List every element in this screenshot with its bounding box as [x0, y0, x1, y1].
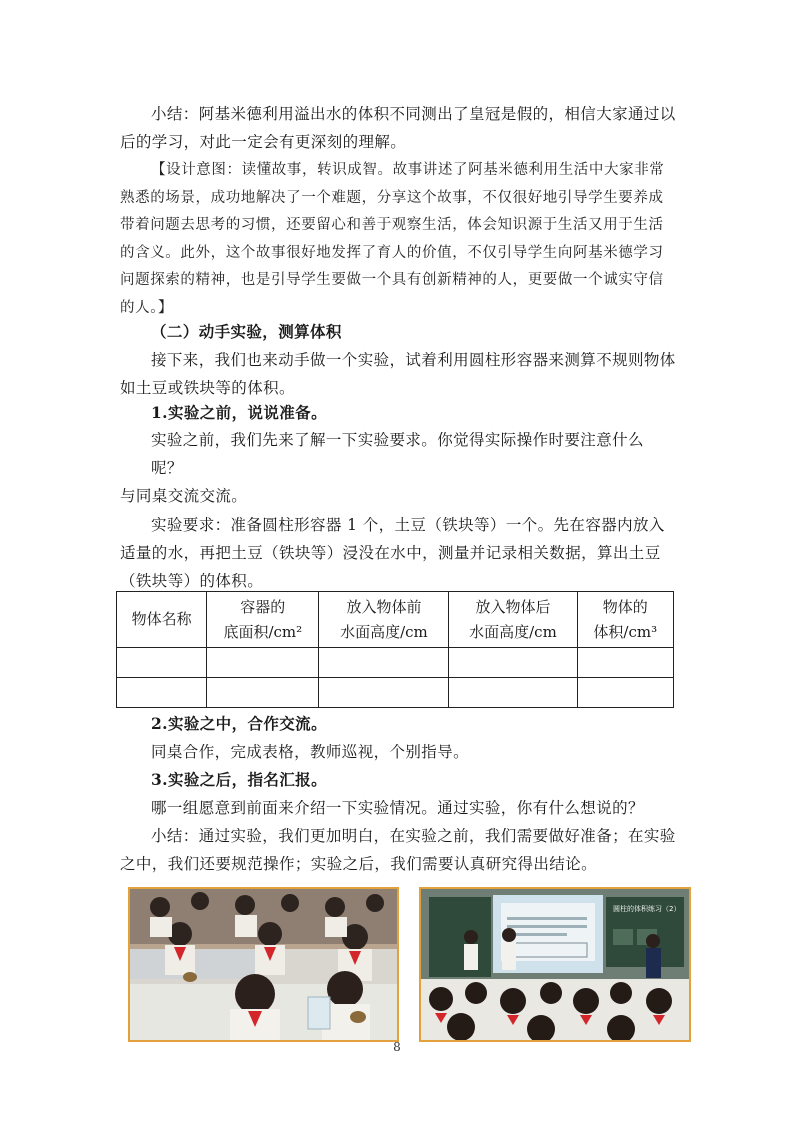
summary-paragraph-2: 小结：通过实验，我们更加明白，在实验之前，我们需要做好准备；在实验之中，我们还要规范操作；实验之后，我们需要认真研究得出结论。 [120, 827, 676, 873]
classroom-presentation-photo [419, 887, 691, 1042]
step-1-text-b: 呢？ [151, 459, 183, 477]
table-cell [207, 648, 319, 678]
table-header-cell: 物体的 体积/cm³ [577, 592, 674, 648]
intro-paragraph: 接下来，我们也来动手做一个实验，试着利用圆柱形容器来测算不规则物体如土豆或铁块等的体积。 [120, 351, 676, 397]
step-1-text-a: 实验之前，我们先来了解一下实验要求。你觉得实际操作时要注意什么 [151, 431, 644, 449]
table-cell [449, 648, 577, 678]
step-3-text: 哪一组愿意到前面来介绍一下实验情况。通过实验，你有什么想说的？ [151, 799, 644, 817]
table-cell [319, 648, 449, 678]
table-cell [577, 678, 674, 708]
screen-title-text: 圆柱的体积练习（2） [613, 905, 681, 913]
step-2-text: 同桌合作，完成表格，教师巡视，个别指导。 [151, 743, 470, 761]
step-1-text-c: 与同桌交流交流。 [120, 487, 248, 505]
summary-paragraph-1: 小结：阿基米德利用溢出水的体积不同测出了皇冠是假的，相信大家通过以后的学习，对此一定会有更深刻的理解。 [120, 105, 676, 151]
experiment-table [116, 591, 674, 708]
table-cell [449, 678, 577, 708]
table-row [117, 678, 674, 708]
table-cell [577, 648, 674, 678]
step-1-heading: 1.实验之前，说说准备。 [151, 403, 327, 422]
table-header-cell: 放入物体前 水面高度/cm [319, 592, 449, 648]
page-number: 8 [393, 1040, 401, 1054]
table-cell [117, 648, 207, 678]
table-header-cell: 物体名称 [117, 592, 207, 648]
table-row [117, 648, 674, 678]
section-2-heading: （二）动手实验，测算体积 [151, 322, 342, 341]
step-2-heading: 2.实验之中，合作交流。 [151, 714, 327, 733]
design-intent-paragraph: 【设计意图：读懂故事，转识成智。故事讲述了阿基米德利用生活中大家非常熟悉的场景，成功地解决了一个难题，分享这个故事，不仅很好地引导学生要养成带着问题去思考的习惯，还要留心和善于观察生活，体会知识源于生活又用于生活的含义。此外，这个故事很好地发挥了育人的价值，不仅引导学生向阿基米德学习问题探索的精神，也是引导学生要做一个具有创新精神的人，更要做一个诚实守信的人。】 [120, 162, 665, 316]
table-header-cell: 容器的 底面积/cm² [207, 592, 319, 648]
classroom-experiment-photo [128, 887, 399, 1042]
table-cell [117, 678, 207, 708]
requirements-paragraph: 实验要求：准备圆柱形容器 1 个，土豆（铁块等）一个。先在容器内放入适量的水，再把土豆（铁块等）浸没在水中，测量并记录相关数据，算出土豆（铁块等）的体积。 [120, 516, 665, 590]
step-3-heading: 3.实验之后，指名汇报。 [151, 770, 327, 789]
table-header-cell: 放入物体后 水面高度/cm [449, 592, 577, 648]
table-cell [319, 678, 449, 708]
table-cell [207, 678, 319, 708]
table-header-row [117, 592, 674, 648]
